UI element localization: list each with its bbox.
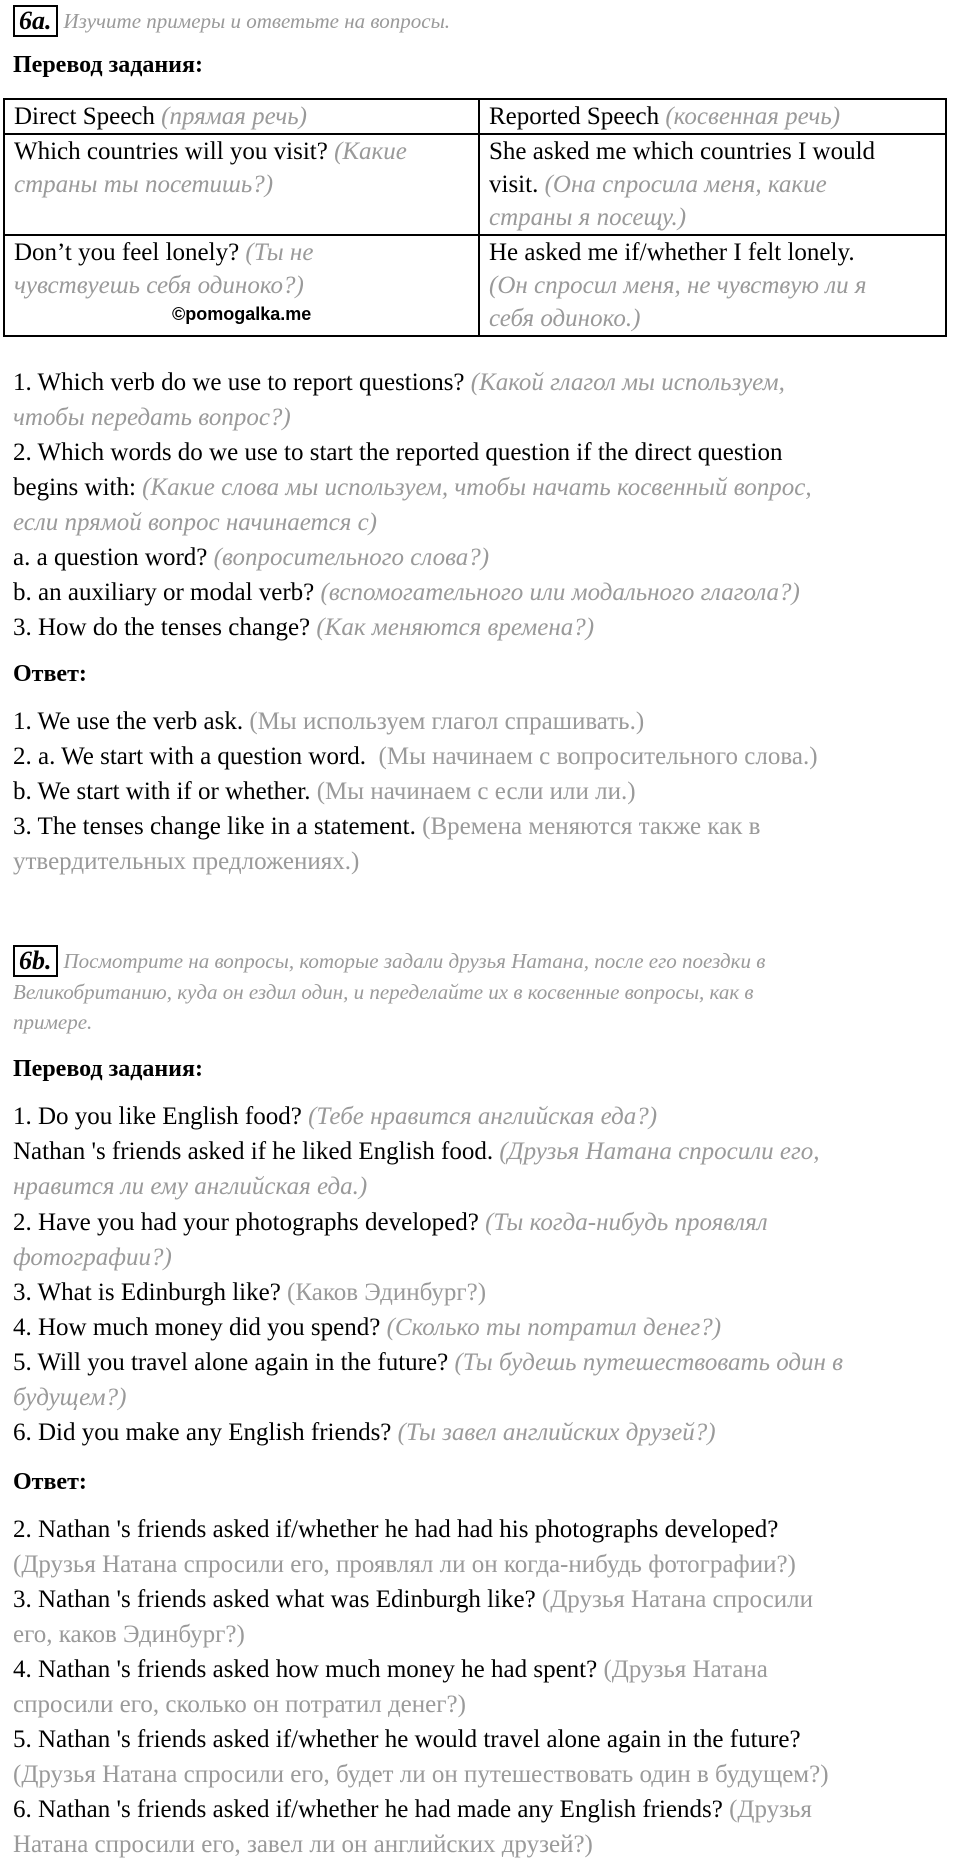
task-5: 5. Will you travel alone again in the future? (Ты будешь путешествовать один в	[13, 1349, 844, 1376]
task-6: 6. Did you make any English friends? (Ты завел английских друзей?)	[13, 1419, 716, 1446]
answer-3-cont: утвердительных предложениях.)	[13, 848, 360, 875]
exercise-6b-title-cont-2: примере.	[13, 1010, 93, 1034]
task-4: 4. How much money did you spend? (Сколько ты потратил денег?)	[13, 1314, 722, 1341]
table-header-direct: Direct Speech (прямая речь)	[4, 99, 479, 134]
reported-answer-3: 3. Nathan 's friends asked what was Edinburgh like? (Друзья Натана спросили	[13, 1586, 813, 1613]
reported-answer-4-cont: спросили его, сколько он потратил денег?)	[13, 1691, 466, 1718]
table-row	[4, 134, 946, 235]
reported-answer-4: 4. Nathan 's friends asked how much money he had spent? (Друзья Натана	[13, 1656, 768, 1683]
answer-2b: b. We start with if or whether. (Мы начинаем с если или ли.)	[13, 778, 636, 805]
task-1: 1. Do you like English food? (Тебе нравится английская еда?)	[13, 1103, 658, 1130]
table-header-row	[4, 99, 946, 134]
task-3: 3. What is Edinburgh like? (Каков Эдинбург?)	[13, 1279, 487, 1306]
exercise-number-6b: 6b.	[13, 945, 58, 977]
question-1: 1. Which verb do we use to report questions? (Какой глагол мы используем,	[13, 369, 785, 396]
speech-table	[3, 98, 947, 337]
table-cell-reported-2: He asked me if/whether I felt lonely. (Он спросил меня, не чувствую ли я себя одиноко.)	[479, 235, 946, 336]
exercise-number-6a: 6a.	[13, 5, 58, 37]
table-cell-direct-1: Which countries will you visit? (Какие страны ты посетишь?)	[4, 134, 479, 235]
task-5-cont: будущем?)	[13, 1384, 127, 1411]
question-2-cont-2: если прямой вопрос начинается с)	[13, 509, 377, 536]
exercise-6a-title: Изучите примеры и ответьте на вопросы.	[63, 9, 451, 34]
question-1-cont: чтобы передать вопрос?)	[13, 404, 291, 431]
question-2a: a. a question word? (вопросительного слова?)	[13, 544, 490, 571]
exercise-6a-header	[13, 4, 960, 37]
translation-heading-6b: Перевод задания:	[13, 1056, 203, 1082]
task-1-example: Nathan 's friends asked if he liked English food. (Друзья Натана спросили его,	[13, 1138, 820, 1165]
answer-heading-6b: Ответ:	[13, 1469, 87, 1495]
exercise-6b-header	[13, 944, 960, 977]
task-1-example-cont: нравится ли ему английская еда.)	[13, 1173, 368, 1200]
reported-answer-6: 6. Nathan 's friends asked if/whether he had made any English friends? (Друзья	[13, 1796, 812, 1823]
table-cell-reported-1: She asked me which countries I would visit. (Она спросила меня, какие страны я посещу.)	[479, 134, 946, 235]
answer-2a: 2. a. We start with a question word. (Мы начинаем с вопросительного слова.)	[13, 743, 818, 770]
reported-answer-2-ru: (Друзья Натана спросили его, проявлял ли он когда-нибудь фотографии?)	[13, 1551, 796, 1578]
table-cell-direct-2: Don’t you feel lonely? (Ты не чувствуешь себя одиноко?)	[4, 235, 479, 336]
translation-heading-6a: Перевод задания:	[13, 52, 203, 78]
answer-heading-6a: Ответ:	[13, 661, 87, 687]
reported-answer-5-ru: (Друзья Натана спросили его, будет ли он путешествовать один в будущем?)	[13, 1761, 829, 1788]
reported-answer-2: 2. Nathan 's friends asked if/whether he had had his photographs developed?	[13, 1516, 779, 1543]
task-2-cont: фотографии?)	[13, 1244, 172, 1271]
question-2-cont: begins with: (Какие слова мы используем, чтобы начать косвенный вопрос,	[13, 474, 812, 501]
question-2b: b. an auxiliary or modal verb? (вспомогательного или модального глагола?)	[13, 579, 800, 606]
watermark: ©pomogalka.me	[172, 304, 312, 324]
table-header-reported: Reported Speech (косвенная речь)	[479, 99, 946, 134]
task-2: 2. Have you had your photographs developed? (Ты когда-нибудь проявлял	[13, 1209, 768, 1236]
reported-answer-5: 5. Nathan 's friends asked if/whether he would travel alone again in the future?	[13, 1726, 801, 1753]
answer-1: 1. We use the verb ask. (Мы используем глагол спрашивать.)	[13, 708, 645, 735]
exercise-6b-title-cont: Великобританию, куда он ездил один, и переделайте их в косвенные вопросы, как в	[13, 980, 754, 1004]
question-2: 2. Which words do we use to start the reported question if the direct question	[13, 439, 783, 466]
table-row	[4, 235, 946, 336]
answer-3: 3. The tenses change like in a statement. (Времена меняются также как в	[13, 813, 761, 840]
question-3: 3. How do the tenses change? (Как меняются времена?)	[13, 614, 595, 641]
reported-answer-6-cont: Натана спросили его, завел ли он английских друзей?)	[13, 1831, 593, 1858]
reported-answer-3-cont: его, каков Эдинбург?)	[13, 1621, 245, 1648]
exercise-6b-title: Посмотрите на вопросы, которые задали друзья Натана, после его поездки в	[63, 949, 766, 974]
